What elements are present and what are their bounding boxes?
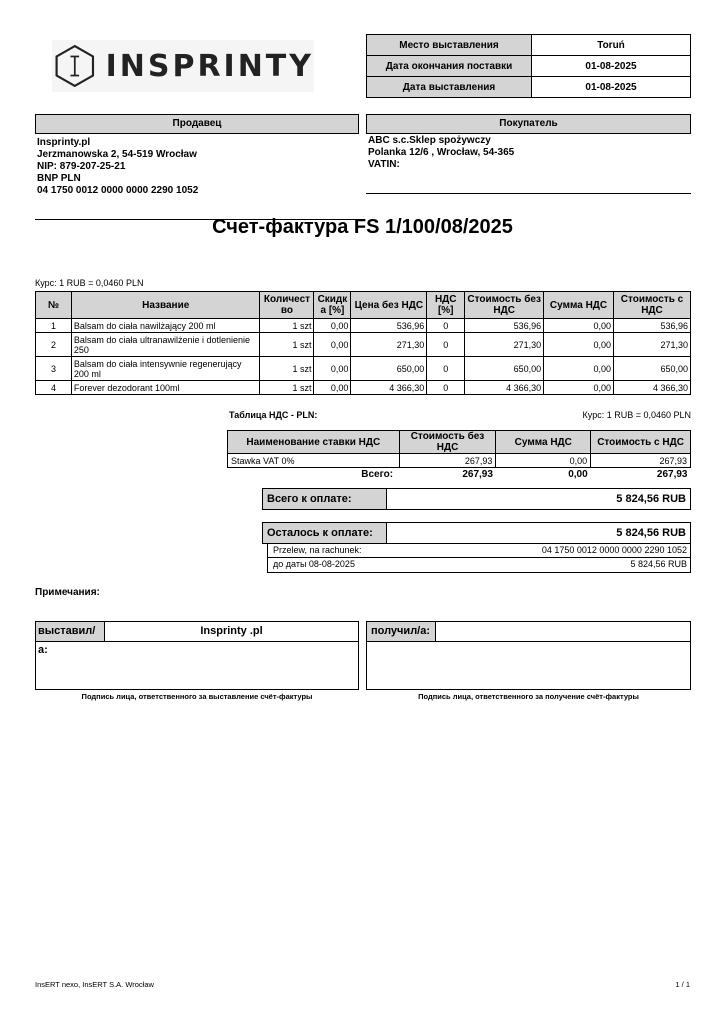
cell-discount: 0,00 — [314, 357, 351, 381]
issuer-signature-area — [35, 642, 359, 690]
col-header: Наименование ставки НДС — [228, 431, 400, 454]
transfer-label: Przelew, na rachunek: — [273, 545, 362, 555]
buyer-vatin: VATIN: — [368, 159, 400, 170]
meta-label: Дата окончания поставки — [367, 56, 532, 77]
cell-vat-rate: 0 — [427, 381, 465, 395]
vat-summary-table — [227, 430, 691, 482]
items-table — [35, 291, 691, 395]
issuer-header — [35, 621, 359, 656]
due-date-amount: 5 824,56 RUB — [630, 559, 687, 569]
receiver-name — [436, 622, 690, 641]
table-row — [228, 454, 691, 468]
meta-label: Дата выставления — [367, 77, 532, 98]
meta-label: Место выставления — [367, 35, 532, 56]
items-header-row — [36, 292, 691, 319]
cell-gross: 271,30 — [613, 333, 690, 357]
remaining-box — [262, 522, 691, 544]
logo-text: INSPRINTY — [105, 48, 314, 84]
cell-discount: 0,00 — [314, 319, 351, 333]
receiver-label: получил/а: — [367, 622, 436, 641]
buyer-details — [366, 134, 691, 194]
due-date-row — [268, 558, 690, 572]
cell-vat-rate: 0 — [427, 333, 465, 357]
receiver-caption: Подпись лица, ответственного за получение счёт-фактуры — [418, 692, 639, 701]
issuer-name: Insprinty .pl — [200, 625, 263, 637]
table-row — [36, 319, 691, 333]
cell-no: 1 — [36, 319, 72, 333]
buyer-section — [366, 114, 691, 194]
vat-gross: 267,93 — [591, 454, 691, 468]
seller-details — [35, 134, 359, 220]
issuer-signature — [35, 621, 359, 701]
meta-row — [367, 35, 691, 56]
remaining-value: 5 824,56 RUB — [387, 523, 691, 544]
cell-name: Balsam do ciała nawilżający 200 ml — [71, 319, 260, 333]
col-header: Стоимость с НДС — [613, 292, 690, 319]
footer-page-number: 1 / 1 — [675, 980, 690, 989]
cell-qty: 1 szt — [260, 333, 314, 357]
seller-name: Insprinty.pl — [37, 137, 91, 148]
issuer-caption: Подпись лица, ответственного за выставление счёт-фактуры — [81, 692, 313, 701]
receiver-signature-area — [366, 642, 691, 690]
seller-account: 04 1750 0012 0000 0000 2290 1052 — [37, 185, 199, 196]
cell-vat-sum: 0,00 — [544, 381, 614, 395]
col-header: Сумма НДС — [544, 292, 614, 319]
seller-bank: BNP PLN — [37, 173, 81, 184]
cell-gross: 650,00 — [613, 357, 690, 381]
cell-vat-sum: 0,00 — [544, 319, 614, 333]
col-header: Название — [71, 292, 260, 319]
company-logo — [52, 40, 314, 92]
cell-vat-sum: 0,00 — [544, 357, 614, 381]
col-header: Стоимость с НДС — [591, 431, 691, 454]
vat-total-gross: 267,93 — [656, 469, 688, 481]
cell-name: Balsam do ciała intensywnie regenerujący 200 ml — [71, 357, 260, 381]
cell-net: 271,30 — [465, 333, 544, 357]
hexagon-logo-icon — [54, 41, 96, 91]
cell-qty: 1 szt — [260, 319, 314, 333]
cell-no: 2 — [36, 333, 72, 357]
vat-total-net: 267,93 — [462, 469, 493, 481]
seller-section — [35, 114, 359, 220]
cell-qty: 1 szt — [260, 357, 314, 381]
buyer-address: Polanka 12/6 , Wrocław, 54-365 — [368, 147, 515, 158]
col-header: Скидк а [%] — [314, 292, 351, 319]
vat-header-row — [228, 431, 691, 454]
col-header: Стоимость без НДС — [465, 292, 544, 319]
col-header: Стоимость без НДС — [399, 431, 496, 454]
cell-discount: 0,00 — [314, 381, 351, 395]
vat-net: 267,93 — [399, 454, 496, 468]
cell-vat-sum: 0,00 — [544, 333, 614, 357]
total-due-value: 5 824,56 RUB — [387, 489, 691, 510]
cell-discount: 0,00 — [314, 333, 351, 357]
cell-price: 271,30 — [351, 333, 427, 357]
cell-name: Forever dezodorant 100ml — [71, 381, 260, 395]
cell-price: 4 366,30 — [351, 381, 427, 395]
vat-total-vat: 0,00 — [568, 469, 588, 481]
cell-qty: 1 szt — [260, 381, 314, 395]
vat-total-row — [228, 468, 691, 482]
due-date-label: до даты 08-08-2025 — [273, 559, 355, 569]
total-due-label: Всего к оплате: — [263, 489, 387, 510]
issuer-label: выставил/а: — [36, 622, 105, 641]
buyer-name: ABC s.c.Sklep spożywczy — [368, 135, 491, 146]
meta-value: Toruń — [532, 35, 691, 56]
invoice-title: Счет-фактура FS 1/100/08/2025 — [212, 216, 513, 238]
cell-vat-rate: 0 — [427, 319, 465, 333]
meta-row — [367, 56, 691, 77]
table-row — [36, 381, 691, 395]
exchange-rate: Курс: 1 RUB = 0,0460 PLN — [35, 278, 144, 288]
table-row — [36, 333, 691, 357]
cell-no: 3 — [36, 357, 72, 381]
transfer-row — [268, 544, 690, 558]
cell-price: 650,00 — [351, 357, 427, 381]
total-due-box — [262, 488, 691, 510]
cell-gross: 4 366,30 — [613, 381, 690, 395]
seller-nip: NIP: 879-207-25-21 — [37, 161, 126, 172]
cell-name: Balsam do ciała ultranawilżenie i dotlenienie 250 — [71, 333, 260, 357]
vat-rate-name: Stawka VAT 0% — [228, 454, 400, 468]
col-header: Сумма НДС — [496, 431, 591, 454]
cell-vat-rate: 0 — [427, 357, 465, 381]
cell-net: 4 366,30 — [465, 381, 544, 395]
transfer-account: 04 1750 0012 0000 0000 2290 1052 — [541, 545, 687, 555]
cell-net: 650,00 — [465, 357, 544, 381]
vat-table-caption: Таблица НДС - PLN: — [229, 410, 318, 420]
vat-total-label: Всего: — [361, 469, 394, 481]
vat-table-rate: Курс: 1 RUB = 0,0460 PLN — [582, 410, 691, 420]
meta-value: 01-08-2025 — [532, 56, 691, 77]
seller-address: Jerzmanowska 2, 54-519 Wrocław — [37, 149, 197, 160]
cell-gross: 536,96 — [613, 319, 690, 333]
payment-details — [267, 544, 691, 573]
seller-heading: Продавец — [35, 114, 359, 134]
meta-row — [367, 77, 691, 98]
col-header: Количест во — [260, 292, 314, 319]
receiver-signature — [366, 621, 691, 701]
remaining-label: Осталось к оплате: — [263, 523, 387, 544]
footer-software: InsERT nexo, InsERT S.A. Wrocław — [35, 980, 154, 989]
meta-value: 01-08-2025 — [532, 77, 691, 98]
col-header: № — [36, 292, 72, 319]
cell-net: 536,96 — [465, 319, 544, 333]
cell-price: 536,96 — [351, 319, 427, 333]
buyer-heading: Покупатель — [366, 114, 691, 134]
vat-sum: 0,00 — [496, 454, 591, 468]
col-header: НДС [%] — [427, 292, 465, 319]
table-row — [36, 357, 691, 381]
notes-label: Примечания: — [35, 587, 100, 598]
cell-no: 4 — [36, 381, 72, 395]
receiver-header — [366, 621, 691, 642]
invoice-meta-table — [366, 34, 691, 98]
col-header: Цена без НДС — [351, 292, 427, 319]
